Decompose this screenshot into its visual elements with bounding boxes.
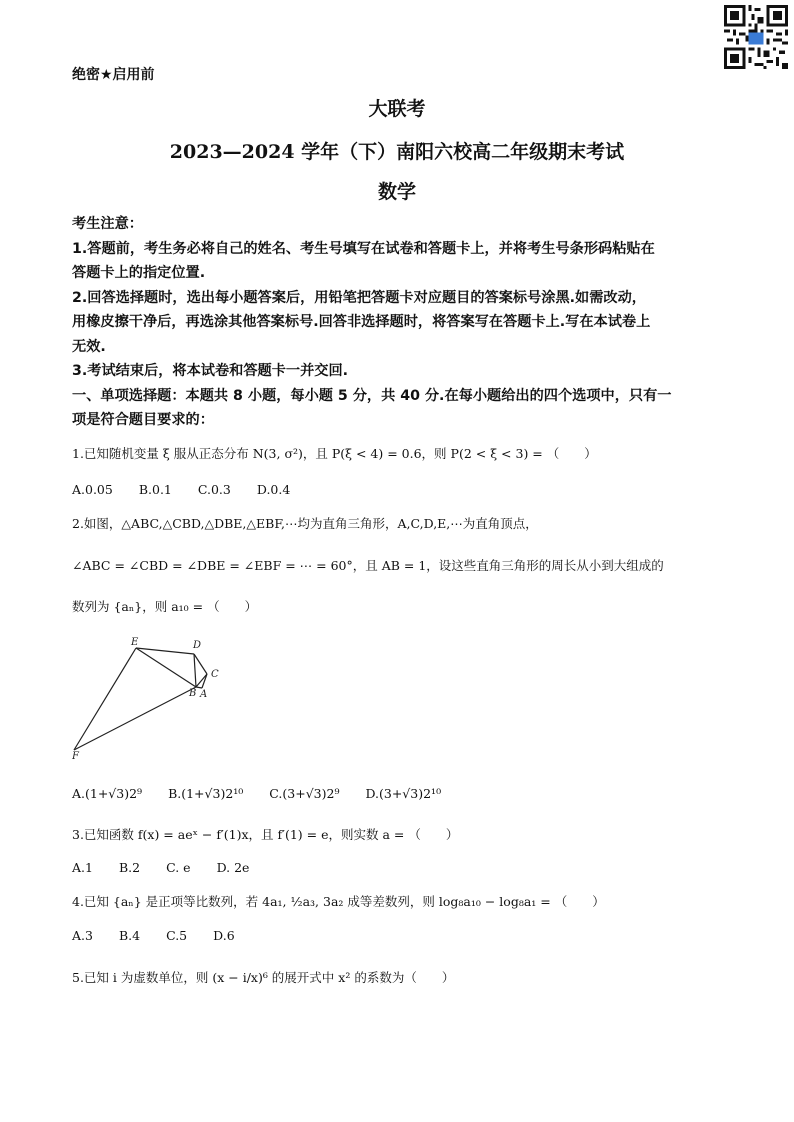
q3-option-c: C. e <box>166 860 191 875</box>
q2-option-c: C.(3+√3)2⁹ <box>269 786 340 801</box>
edge-c-b <box>196 674 207 687</box>
question-5: 5.已知 i 为虚数单位，则 (x − i/x)⁶ 的展开式中 x² 的系数为（ ） <box>72 970 455 985</box>
qr-code-icon <box>724 5 788 69</box>
notice-item-1a: 1.答题前，考生务必将自己的姓名、考生号填写在试卷和答题卡上，并将考生号条形码粘贴在 <box>72 240 655 257</box>
notice-block <box>72 212 732 433</box>
edge-b-f <box>74 687 196 750</box>
q1-option-c: C.0.3 <box>197 482 231 497</box>
edge-d-b <box>194 654 196 687</box>
notice-heading: 考生注意： <box>72 216 143 232</box>
notice-item-1b: 答题卡上的指定位置. <box>72 265 206 281</box>
q1-option-b: B.0.1 <box>138 482 172 497</box>
label-a: A <box>200 689 208 700</box>
q1-option-a: A.0.05 <box>72 482 113 497</box>
subject-title: 数学 <box>377 181 416 203</box>
notice-item-2c: 无效. <box>72 338 106 355</box>
exam-brand: 大联考 <box>368 98 426 120</box>
label-e: E <box>131 637 139 648</box>
question-4-options <box>72 928 261 943</box>
question-2-line1: 2.如图，△ABC,△CBD,△DBE,△EBF,⋯均为直角三角形，A,C,D,E,⋯为直角顶点， <box>72 516 538 531</box>
section-heading-a: 一、单项选择题：本题共 8 小题，每小题 5 分，共 40 分.在每小题给出的四个选项中，只有一 <box>72 387 672 404</box>
notice-item-2b: 用橡皮擦干净后，再选涂其他答案标号.回答非选择题时，将答案写在答题卡上.写在本试卷上 <box>72 314 651 330</box>
triangle-spiral-figure <box>72 632 232 762</box>
exam-title: 2023—2024 学年（下）南阳六校高二年级期末考试 <box>169 141 625 163</box>
label-d: D <box>193 640 202 651</box>
edge-d-c <box>194 654 207 674</box>
question-1-options <box>72 482 316 497</box>
question-2-line2: ∠ABC = ∠CBD = ∠DBE = ∠EBF = ⋯ = 60°，且 AB = 1，设这些直角三角形的周长从小到大组成的 <box>72 558 664 573</box>
question-4: 4.已知 {aₙ} 是正项等比数列，若 4a₁, ½a₃, 3a₂ 成等差数列，则 log₈a₁₀ − log₈a₁ = （ ） <box>72 894 605 909</box>
q3-option-a: A.1 <box>72 860 93 875</box>
q2-option-d: D.(3+√3)2¹⁰ <box>365 786 442 801</box>
label-b: B <box>189 688 197 699</box>
confidential-label: 绝密★启用前 <box>72 67 155 83</box>
q4-option-d: D.6 <box>213 928 235 943</box>
edge-b-a <box>196 687 202 688</box>
question-3: 3.已知函数 f(x) = aeˣ − f′(1)x，且 f′(1) = e，则实数 a = （ ） <box>72 827 459 842</box>
question-1: 1.已知随机变量 ξ 服从正态分布 N(3, σ²)，且 P(ξ < 4) = 0.6，则 P(2 < ξ < 3) = （ ） <box>72 446 597 461</box>
q4-option-a: A.3 <box>72 928 93 943</box>
q1-option-d: D.0.4 <box>256 482 291 497</box>
q4-option-c: C.5 <box>166 928 188 943</box>
question-2-line3: 数列为 {aₙ}，则 a₁₀ = （ ） <box>72 599 258 614</box>
question-3-options <box>72 860 275 875</box>
q2-option-a: A.(1+√3)2⁹ <box>72 786 143 801</box>
section-heading-b: 项是符合题目要求的： <box>72 412 214 428</box>
q3-option-d: D. 2e <box>216 860 250 875</box>
edge-e-f <box>74 648 136 750</box>
q3-option-b: B.2 <box>118 860 141 875</box>
question-2-options <box>72 786 467 801</box>
label-c: C <box>211 669 219 680</box>
q4-option-b: B.4 <box>118 928 141 943</box>
label-f: F <box>72 751 79 762</box>
notice-item-2a: 2.回答选择题时，选出每小题答案后，用铅笔把答题卡对应题目的答案标号涂黑.如需改动， <box>72 289 646 306</box>
q2-option-b: B.(1+√3)2¹⁰ <box>168 786 244 801</box>
notice-item-3: 3.考试结束后，将本试卷和答题卡一并交回. <box>72 363 349 379</box>
